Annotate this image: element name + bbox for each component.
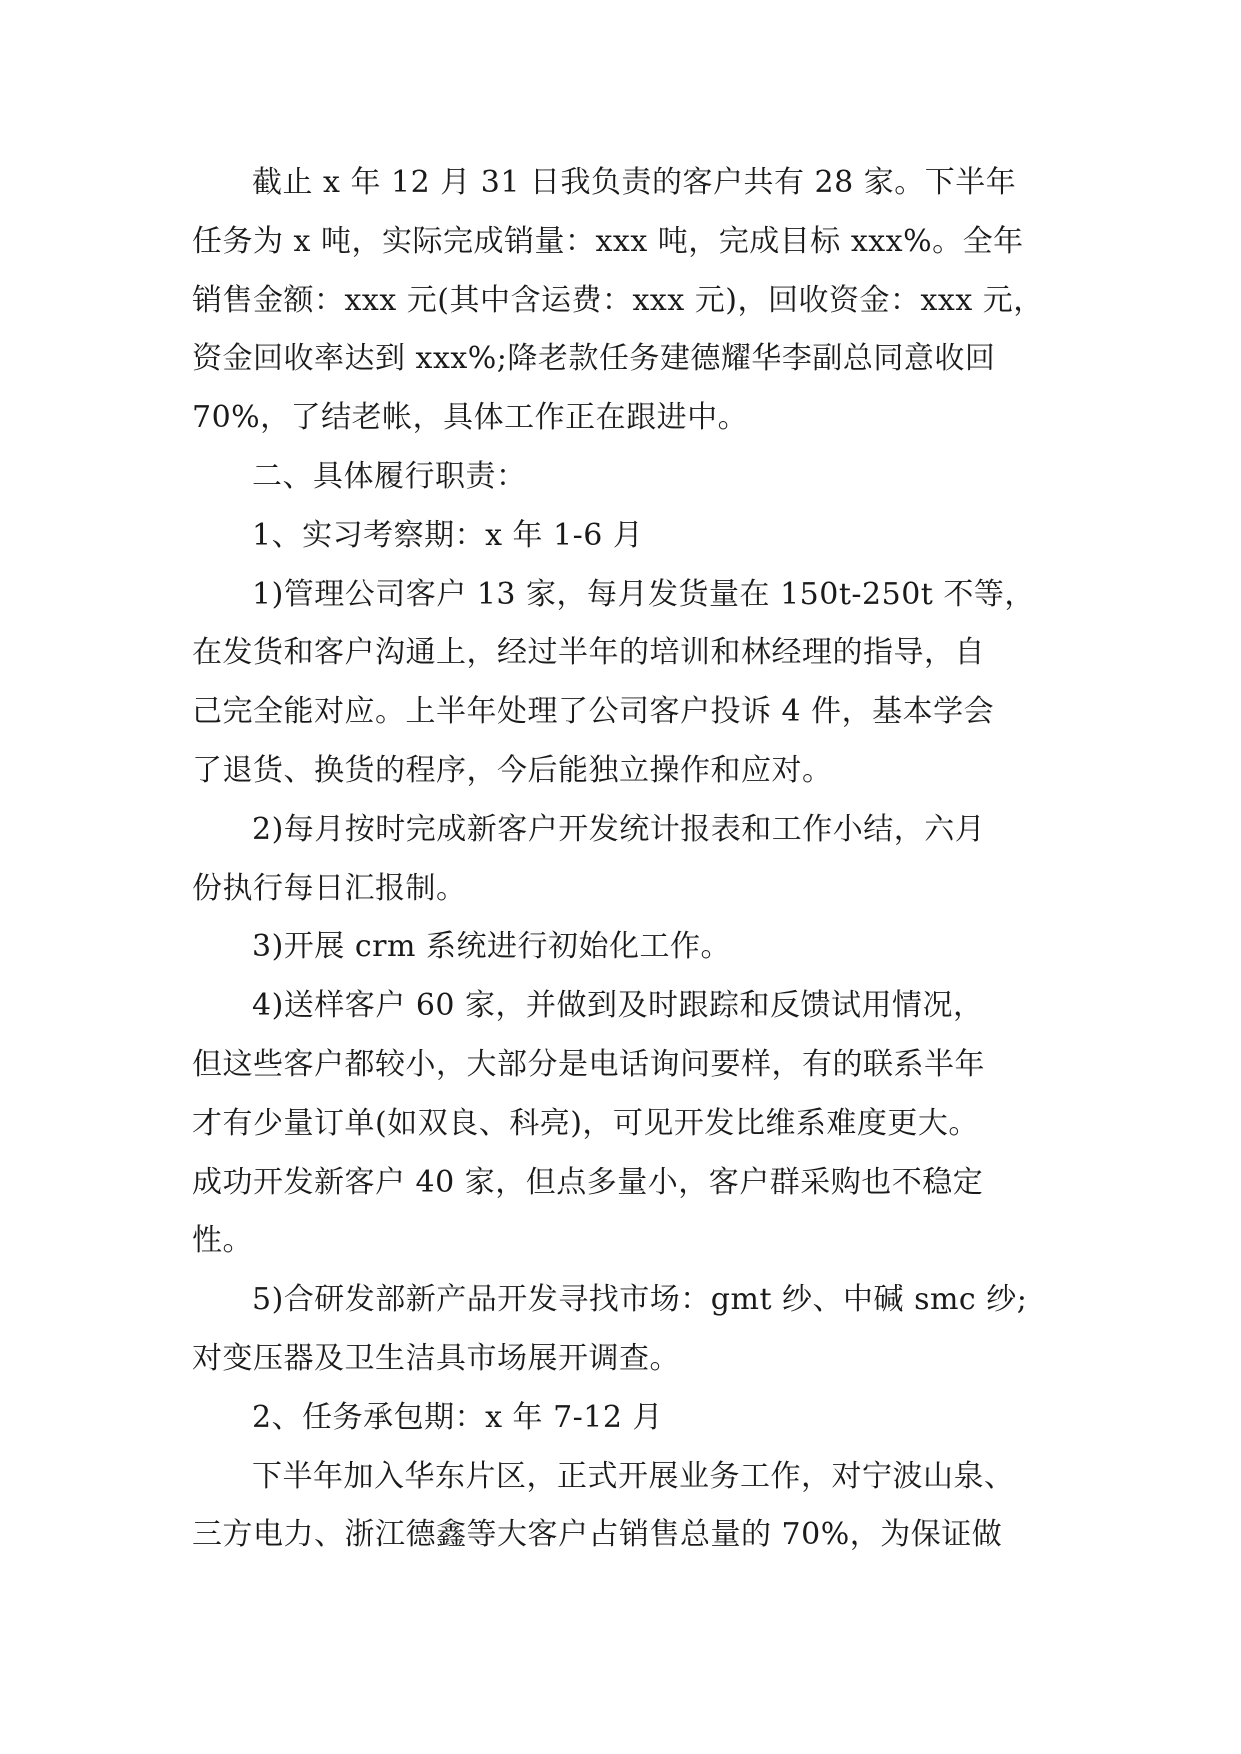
text-line: 才有少量订单(如双良、科亮)，可见开发比维系难度更大。 (192, 1105, 979, 1141)
text-line: 下半年加入华东片区，正式开展业务工作，对宁波山泉、 (252, 1458, 1015, 1494)
text-line: 三方电力、浙江德鑫等大客户占销售总量的 70%，为保证做 (192, 1517, 1003, 1553)
text-line: 己完全能对应。上半年处理了公司客户投诉 4 件，基本学会 (192, 694, 995, 730)
text-line: 了退货、换货的程序，今后能独立操作和应对。 (192, 752, 833, 788)
text-line: 2、任务承包期：x 年 7-12 月 (252, 1399, 664, 1435)
text-line: 但这些客户都较小，大部分是电话询问要样，有的联系半年 (192, 1046, 985, 1082)
text-line: 5)合研发部新产品开发寻找市场：gmt 纱、中碱 smc 纱; (252, 1282, 1028, 1318)
text-line: 资金回收率达到 xxx%;降老款任务建德耀华李副总同意收回 (192, 341, 996, 377)
text-line: 销售金额：xxx 元(其中含运费：xxx 元)，回收资金：xxx 元， (192, 282, 1044, 318)
text-line: 截止 x 年 12 月 31 日我负责的客户共有 28 家。下半年 (252, 165, 1017, 200)
text-line: 2)每月按时完成新客户开发统计报表和工作小结，六月 (252, 811, 986, 847)
text-line: 对变压器及卫生洁具市场展开调查。 (192, 1340, 680, 1376)
text-line: 70%，了结老帐，具体工作正在跟进中。 (192, 400, 749, 436)
text-line: 成功开发新客户 40 家，但点多量小，客户群采购也不稳定 (192, 1164, 984, 1200)
text-line: 份执行每日汇报制。 (192, 870, 467, 906)
text-line: 二、具体履行职责： (252, 458, 527, 494)
text-line: 性。 (192, 1223, 253, 1259)
text-line: 在发货和客户沟通上，经过半年的培训和林经理的指导，自 (192, 635, 985, 671)
text-line: 4)送样客户 60 家，并做到及时跟踪和反馈试用情况， (252, 988, 984, 1024)
text-line: 任务为 x 吨，实际完成销量：xxx 吨，完成目标 xxx%。全年 (192, 223, 1024, 259)
text-line: 1)管理公司客户 13 家，每月发货量在 150t-250t 不等， (252, 576, 1035, 612)
document-body (192, 154, 1082, 1565)
text-line: 1、实习考察期：x 年 1-6 月 (252, 517, 644, 553)
text-line: 3)开展 crm 系统进行初始化工作。 (252, 929, 731, 965)
